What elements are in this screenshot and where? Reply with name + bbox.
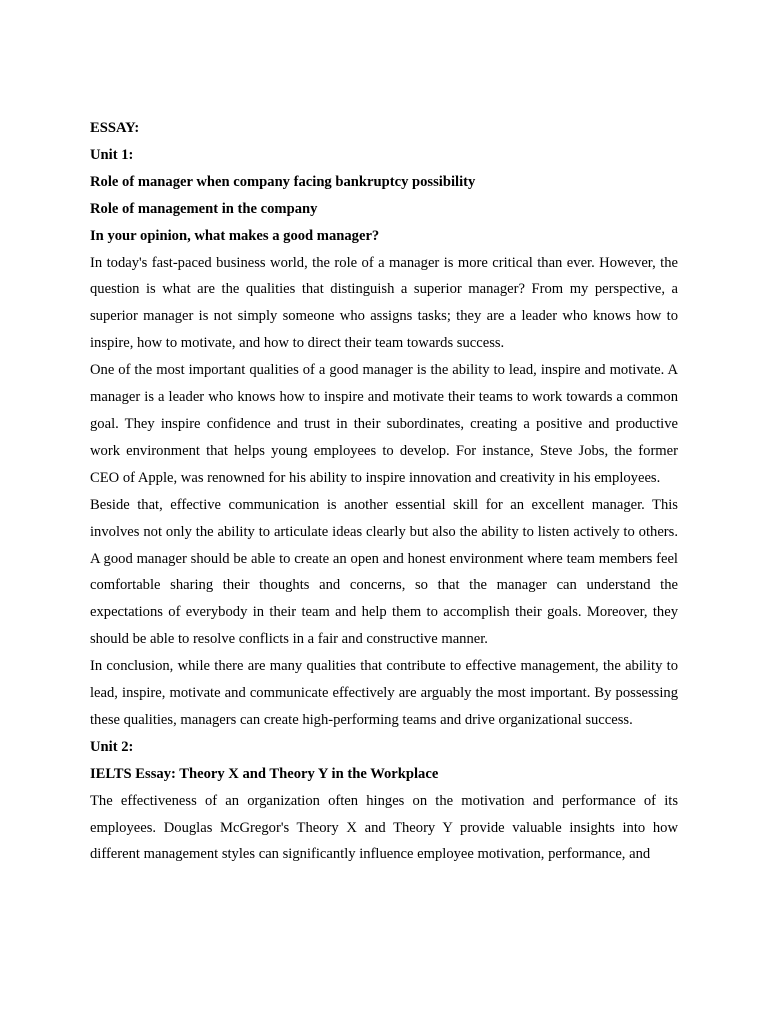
unit1-topic-3: In your opinion, what makes a good manager?: [90, 227, 380, 244]
unit2-label: Unit 2:: [90, 738, 134, 755]
document-page: [90, 115, 678, 868]
essay-label: ESSAY:: [90, 120, 140, 136]
unit2-title: IELTS Essay: Theory X and Theory Y in the Workplace: [90, 765, 439, 782]
unit1-paragraph-communication: Beside that, effective communication is another essential skill for an excellent manager. This involves not only the ability to articulate ideas clearly but also the ability to listen actively to others. A good manager should be able to create an open and honest environment where team members feel comfortable sharing their thoughts and concerns, so that the manager can understand the expectations of everybody in their team and help them to accomplish their goals. Moreover, they should be able to resolve conflicts in a fair and constructive manner.: [90, 496, 678, 648]
unit1-paragraph-conclusion: In conclusion, while there are many qualities that contribute to effective management, the ability to lead, inspire, motivate and communicate effectively are arguably the most important. By possessing these qualities, managers can create high-performing teams and drive organizational success.: [90, 658, 678, 728]
unit1-paragraph-leadership: One of the most important qualities of a good manager is the ability to lead, inspire and motivate. A manager is a leader who knows how to inspire and motivate their teams to work towards a common goal. They inspire confidence and trust in their subordinates, creating a positive and productive work environment that helps young employees to develop. For instance, Steve Jobs, the former CEO of Apple, was renowned for his ability to inspire innovation and creativity in his employees.: [90, 362, 678, 486]
unit1-paragraph-intro: In today's fast-paced business world, the role of a manager is more critical than ever. However, the question is what are the qualities that distinguish a superior manager? From my perspective, a superior manager is not simply someone who assigns tasks; they are a leader who knows how to inspire, how to motivate, and how to direct their team towards success.: [90, 254, 678, 352]
unit1-label: Unit 1:: [90, 146, 134, 163]
unit1-topic-1: Role of manager when company facing bankruptcy possibility: [90, 173, 476, 190]
unit1-topic-2: Role of management in the company: [90, 200, 318, 217]
unit2-paragraph-intro: The effectiveness of an organization often hinges on the motivation and performance of its employees. Douglas McGregor's Theory X and Theory Y provide valuable insights into how different management styles can significantly influence employee motivation, performance, and: [90, 792, 678, 863]
